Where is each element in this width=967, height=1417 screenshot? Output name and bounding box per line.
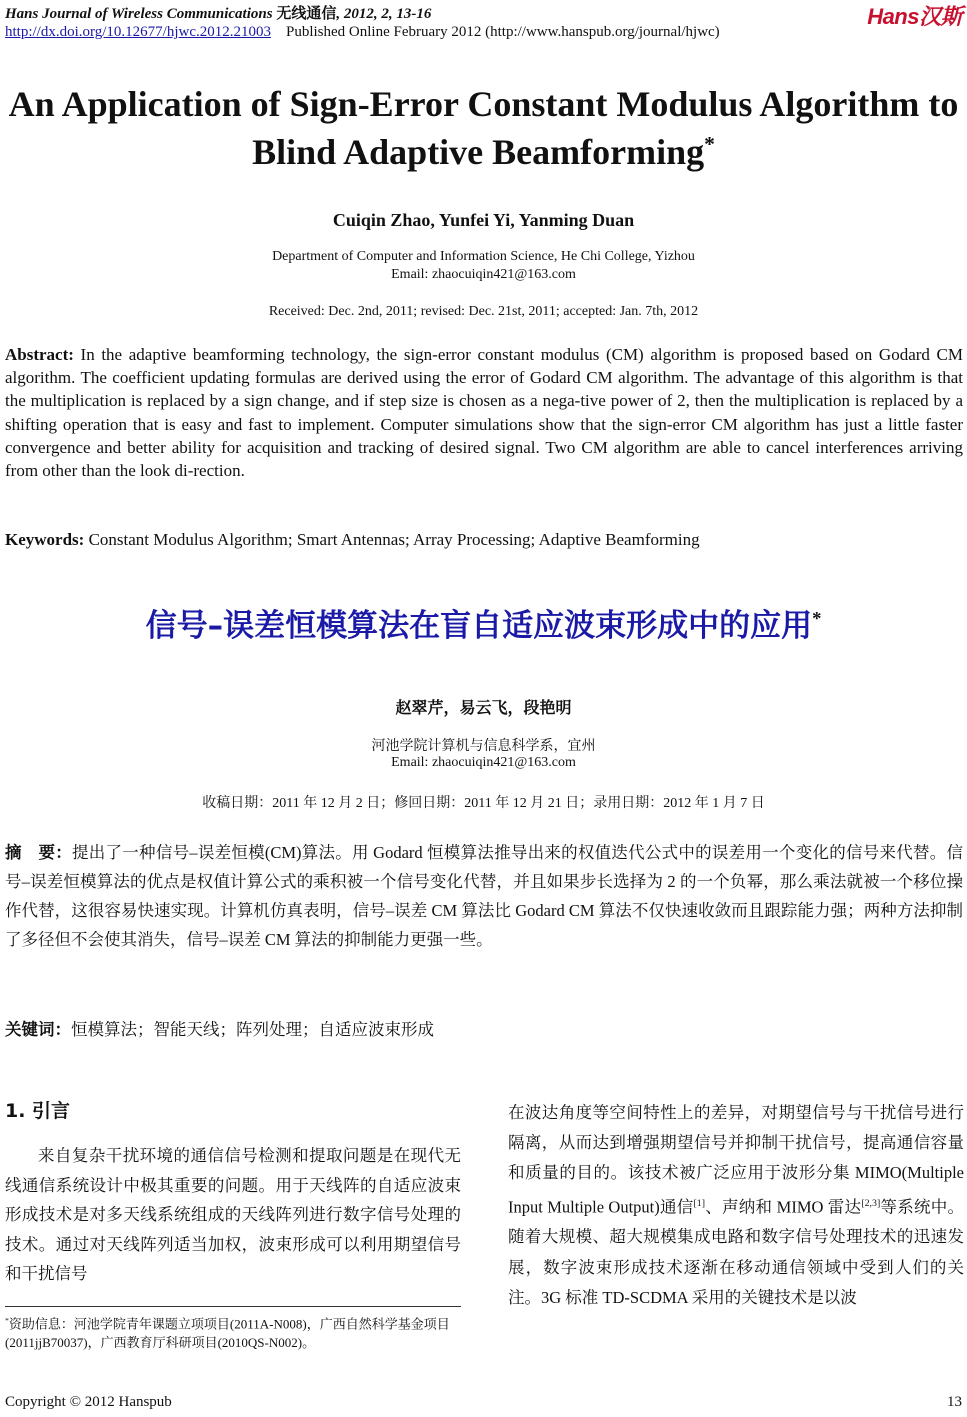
received-dates-en: Received: Dec. 2nd, 2011; revised: Dec. 21st, 2011; accepted: Jan. 7th, 2012 xyxy=(268,304,699,319)
body-right-part-a: 在波达角度等空间特性上的差异，对期望信号与干扰信号进行隔离，从而达到增强期望信号并抑制干扰信号，提高通信容量和质量的目的。该技术被广泛应用于波形分集 MIMO(Multiple Input Multiple Output)通信 xyxy=(508,1103,964,1217)
journal-name-cn: 无线通信 xyxy=(276,6,337,22)
body-right-part-b: 、声纳和 MIMO 雷达 xyxy=(705,1197,862,1217)
footnote-marker: * xyxy=(5,1316,9,1325)
journal-issue: , 2012, 2, 13-16 xyxy=(336,6,432,22)
paper-title-en xyxy=(0,84,967,172)
footnote-divider xyxy=(5,1306,461,1307)
page-number: 13 xyxy=(947,1394,962,1410)
abstract-text: In the adaptive beamforming technology, the sign-error constant modulus (CM) algorithm is proposed based on Godard CM algorithm. The coefficient updating formulas are derived using the error of Godard CM algorithm. The advantage of this algorithm is that the multiplication is replaced by a sign change, and if step size is chosen as a nega-tive power of 2, then the multiplication is replaced by a shifting operation that is easy and fast to implement. Computer simulations show that the sign-error CM algorithm has just a little faster convergence and better ability for acquisition and tracking of desired signal. Two CM algorithm are able to cancel interferences arriving from other than the look di-rection. xyxy=(5,345,963,481)
journal-header xyxy=(5,2,431,23)
email-en: Email: zhaocuiqin421@163.com xyxy=(391,267,576,282)
abstract-en xyxy=(5,343,963,482)
citation-1: [1] xyxy=(693,1197,706,1209)
keywords-label: Keywords: xyxy=(5,530,85,549)
doi-line xyxy=(5,24,720,41)
title-en-marker: * xyxy=(704,132,715,156)
abstract-cn-label: 摘 要： xyxy=(5,843,73,862)
citation-2-3: [2,3] xyxy=(861,1197,881,1209)
abstract-label: Abstract: xyxy=(5,345,74,364)
journal-name: Hans Journal of Wireless Communications xyxy=(5,6,273,22)
received-dates-cn: 收稿日期：2011 年 12 月 2 日；修回日期：2011 年 12 月 21 日；录用日期：2012 年 1 月 7 日 xyxy=(202,796,765,811)
abstract-cn xyxy=(5,838,963,954)
authors-cn: 赵翠芹，易云飞，段艳明 xyxy=(395,700,572,717)
footer-copyright: Copyright © 2012 Hanspub xyxy=(5,1394,172,1410)
affiliation-en: Department of Computer and Information Science, He Chi College, Yizhou xyxy=(272,249,695,264)
doi-link[interactable]: http://dx.doi.org/10.12677/hjwc.2012.21003 xyxy=(5,24,271,40)
body-column-right xyxy=(508,1098,964,1313)
title-en-text: An Application of Sign-Error Constant Modulus Algorithm to Blind Adaptive Beamforming xyxy=(8,84,959,172)
section-heading: 1. 引言 xyxy=(5,1100,71,1122)
title-cn-marker: * xyxy=(812,608,822,630)
keywords-cn-label: 关键词： xyxy=(5,1020,71,1039)
hans-logo: Hans汉斯 xyxy=(867,4,962,29)
body-right-part-c: 等系统中。随着大规模、超大规模集成电路和数字信号处理技术的迅速发展，数字波束形成技术逐渐在移动通信领域中受到人们的关注。3G 标准 TD-SCDMA 采用的关键技术是以波 xyxy=(508,1197,964,1307)
footnote xyxy=(5,1311,461,1352)
keywords-en xyxy=(5,530,963,550)
published-note: Published Online February 2012 (http://www.hanspub.org/journal/hjwc) xyxy=(285,24,720,40)
keywords-cn xyxy=(5,1016,434,1040)
affiliation-cn: 河池学院计算机与信息科学系，宜州 xyxy=(371,739,596,754)
body-column-left: 来自复杂干扰环境的通信信号检测和提取问题是在现代无线通信系统设计中极其重要的问题。用于天线阵的自适应波束形成技术是对多天线系统组成的天线阵列进行数字信号处理的技术。通过对天线阵列适当加权，波束形成可以利用期望信号和干扰信号 xyxy=(5,1146,461,1284)
email-cn: Email: zhaocuiqin421@163.com xyxy=(391,755,576,770)
footnote-text: 资助信息：河池学院青年课题立项项目(2011A-N008)，广西自然科学基金项目(2011jjB70037)，广西教育厅科研项目(2010QS-N002)。 xyxy=(5,1316,450,1351)
title-cn-text: 信号–误差恒模算法在盲自适应波束形成中的应用 xyxy=(145,608,813,644)
paper-title-cn xyxy=(0,600,967,645)
authors-en: Cuiqin Zhao, Yunfei Yi, Yanming Duan xyxy=(332,210,635,230)
keywords-text: Constant Modulus Algorithm; Smart Antennas; Array Processing; Adaptive Beamforming xyxy=(88,530,700,549)
abstract-cn-text: 提出了一种信号–误差恒模(CM)算法。用 Godard 恒模算法推导出来的权值迭代公式中的误差用一个变化的信号来代替。信号–误差恒模算法的优点是权值计算公式的乘积被一个信号变化代替，并且如果步长选择为 2 的一个负幂，那么乘法就被一个移位操作代替，这很容易快速实现。计算机仿真表明，信号–误差 CM 算法比 Godard CM 算法不仅快速收敛而且跟踪能力强；两种方法抑制了多径但不会使其消失，信号–误差 CM 算法的抑制能力更强一些。 xyxy=(5,843,963,949)
keywords-cn-text: 恒模算法；智能天线；阵列处理；自适应波束形成 xyxy=(71,1020,434,1039)
